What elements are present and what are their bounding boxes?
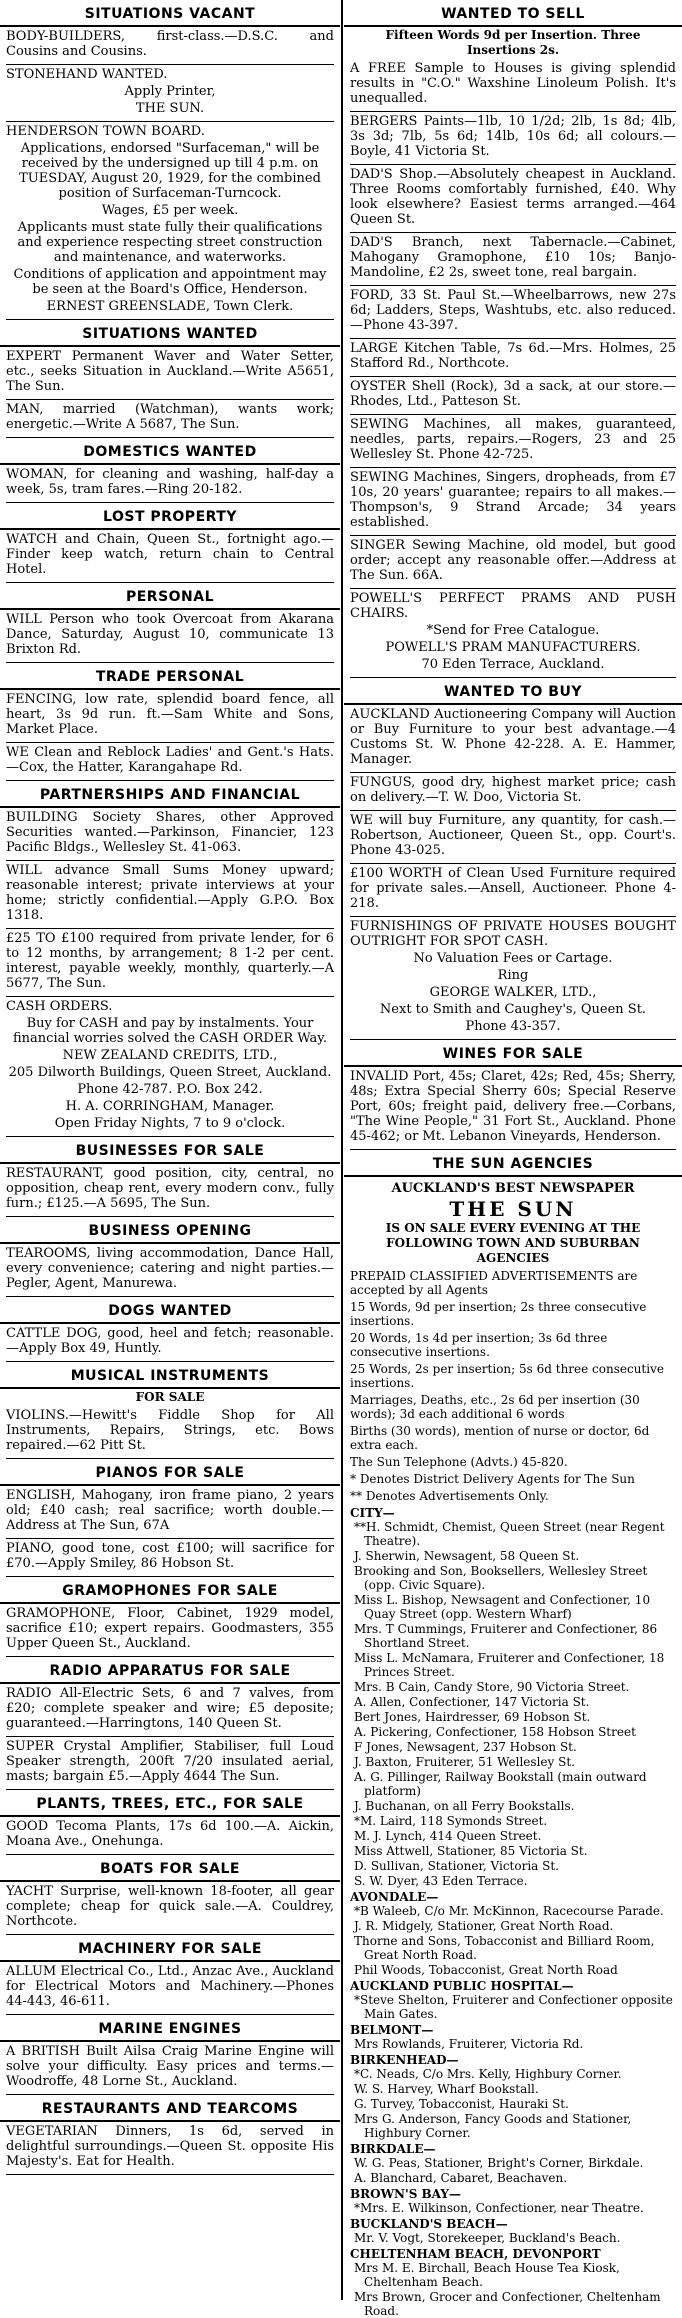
rate-line: 15 Words, 9d per insertion; 2s three consecutive insertions. [350,1300,647,1328]
ad-line: WOMAN, for cleaning and washing, half-day a week, 5s, tram fares.—Ring 20-182. [6,467,334,497]
section-heading: GRAMOPHONES FOR SALE [0,1577,340,1604]
ad-line: SEWING Machines, all makes, guaranteed, needles, parts, repairs.—Rogers, 23 and 25 Wellesley St. Phone 42-725. [350,417,676,462]
agency-entry: Phil Woods, Tobacconist, Great North Road [354,1963,618,1977]
classified-ad [350,866,676,917]
ad-line: ALLUM Electrical Co., Ltd., Anzac Ave., Auckland for Electrical Motors and Machinery.—Phones 44-443, 46-611. [6,1964,334,2009]
rate-line: Births (30 words), mention of nurse or doctor, 6d extra each. [350,1424,650,1452]
sun-agencies [344,1150,682,2318]
ad-line: Apply Printer, [124,84,216,99]
classified-ad [350,417,676,468]
rate-line: The Sun Telephone (Advts.) 45-820. [350,1455,568,1469]
classified-ad [6,532,334,583]
classified-ad [6,1739,334,1790]
ad-line: VIOLINS.—Hewitt's Fiddle Shop for All Instruments, Repairs, Strings, etc. Bows repaired.—62 Pitt St. [6,1408,334,1453]
agency-area: BIRKENHEAD— [350,2053,459,2067]
classified-ad [6,402,334,438]
agency-entry: A. Blanchard, Cabaret, Beachaven. [354,2171,568,2185]
ad-line: VEGETARIAN Dinners, 1s 6d, served in delightful surroundings.—Queen St. opposite His Majesty's. Eat for Health. [6,2124,334,2169]
agency-entry: J. Buchanan, on all Ferry Bookstalls. [354,1799,575,1813]
section-heading: MARINE ENGINES [0,2015,340,2042]
classified-ad [350,288,676,339]
section-heading: DOMESTICS WANTED [0,438,340,465]
ad-line: Conditions of application and appointment may be seen at the Board's Office, Henderson. [13,267,327,297]
ad-line: FENCING, low rate, splendid board fence, all heart, 3s 9d run. ft.—Sam White and Sons, Market Place. [6,692,334,737]
ad-line: WILL Person who took Overcoat from Akarana Dance, Saturday, August 10, communicate 13 Brixton Rd. [6,612,334,657]
ad-line: POWELL'S PRAM MANUFACTURERS. [385,640,641,655]
agency-entry: Miss L. Bishop, Newsagent and Confectioner, 10 Quay Street (opp. Western Wharf) [354,1593,651,1621]
section-heading: PARTNERSHIPS AND FINANCIAL [0,781,340,808]
agency-entry: *B Waleeb, C/o Mr. McKinnon, Racecourse Parade. [354,1904,664,1918]
ad-line: POWELL'S PERFECT PRAMS AND PUSH CHAIRS. [350,591,676,621]
ad-line: NEW ZEALAND CREDITS, LTD., [62,1048,278,1063]
ad-line: OYSTER Shell (Rock), 3d a sack, at our store.—Rhodes, Ltd., Patteson St. [350,379,676,409]
ad-line: WE will buy Furniture, any quantity, for cash.—Robertson, Auctioneer, Queen St., opp. Court's. Phone 43-025. [350,813,676,858]
agency-area: AVONDALE— [350,1890,439,1904]
ad-line: Buy for CASH and pay by instalments. Your financial worries solved the CASH ORDER Way. [13,1016,327,1046]
agency-area: BROWN'S BAY— [350,2187,461,2201]
ad-line: RESTAURANT, good position, city, central, no opposition, cheap rent, every modern conv., fully furn.; £125.—A 5695, The Sun. [6,1166,334,1211]
ad-line: GEORGE WALKER, LTD., [429,985,597,1000]
classified-ad [6,1166,334,1217]
agency-entry: J. R. Midgely, Stationer, Great North Road. [354,1919,614,1933]
ad-line: BODY-BUILDERS, first-class.—D.S.C. and Cousins and Cousins. [6,29,334,59]
section-heading: BUSINESSES FOR SALE [0,1137,340,1164]
agency-entry: A. Allen, Confectioner, 147 Victoria St. [354,1695,590,1709]
ad-line: STONEHAND WANTED. [6,67,168,82]
classified-ad [6,67,334,122]
classified-ad [350,538,676,589]
ad-line: FURNISHINGS OF PRIVATE HOUSES BOUGHT OUTRIGHT FOR SPOT CASH. [350,919,676,949]
agency-entry: Mrs G. Anderson, Fancy Goods and Stationer, Highbury Corner. [354,2112,632,2140]
ad-line: GOOD Tecoma Plants, 17s 6d 100.—A. Aickin, Moana Ave., Onehunga. [6,1819,334,1849]
classified-ad [350,167,676,233]
ad-line: EXPERT Permanent Waver and Water Setter, etc., seeks Situation in Auckland.—Write A5651, The Sun. [6,349,334,394]
classified-ad [6,124,334,320]
agency-entry: Mrs. B Cain, Candy Store, 90 Victoria Street. [354,1680,630,1694]
sun-logo: THE SUN [449,1197,577,1221]
section-heading: PLANTS, TREES, ETC., FOR SALE [0,1790,340,1817]
section-subheading: FOR SALE [135,1390,205,1404]
agency-entry: Miss L. McNamara, Fruiterer and Confectioner, 18 Princes Street. [354,1651,665,1679]
classified-ad [6,1541,334,1577]
classified-ad [6,1819,334,1855]
agencies-tagline: AUCKLAND'S BEST NEWSPAPER [391,1181,635,1196]
ad-line: SUPER Crystal Amplifier, Stabiliser, full Loud Speaker strength, 200ft 7/20 insulated aerial, masts; bargain £5.—Apply 4644 The Sun. [6,1739,334,1784]
ad-line: H. A. CORRINGHAM, Manager. [65,1099,275,1114]
ad-line: Applications, endorsed "Surfaceman," will be received by the undersigned up till 4 p.m. on TUESDAY, August 20, 1929, for the combined position of Surfaceman-Turncock. [19,141,321,201]
section-heading: SITUATIONS VACANT [0,0,340,27]
agency-entry: W. S. Harvey, Wharf Bookstall. [354,2082,539,2096]
left-column [0,0,340,2300]
section-heading: MACHINERY FOR SALE [0,1935,340,1962]
ad-line: DAD'S Shop.—Absolutely cheapest in Auckland. Three Rooms comfortably furnished, £40. Why look elsewhere? Easiest terms arranged.—464 Queen St. [350,167,676,227]
classified-ad [6,692,334,743]
classified-ad [6,612,334,663]
agency-entry: *C. Neads, C/o Mrs. Kelly, Highbury Corner. [354,2067,622,2081]
classified-ad [350,114,676,165]
section-heading: TRADE PERSONAL [0,663,340,690]
agency-entry: J. Sherwin, Newsagent, 58 Queen St. [354,1549,580,1563]
ad-line: £25 TO £100 required from private lender, for 6 to 12 months, by arrangement; 8 1-2 per cent. interest, payable weekly, monthly, quarterly.—A 5677, The Sun. [6,931,334,991]
agency-entry: Thorne and Sons, Tobacconist and Billiard Room, Great North Road. [354,1934,655,1962]
agency-area: BIRKDALE— [350,2142,436,2156]
section-heading: MUSICAL INSTRUMENTS [0,1362,340,1389]
classified-ad [6,1246,334,1297]
agency-area: CHELTENHAM BEACH, DEVONPORT [350,2247,601,2261]
ad-line: Ring [497,968,529,983]
classified-ad [6,810,334,861]
ad-line: FORD, 33 St. Paul St.—Wheelbarrows, new 27s 6d; Ladders, Steps, Washtubs, etc. also reduced.—Phone 43-397. [350,288,676,333]
classified-ad [350,919,676,1040]
agencies-areas [350,1506,676,2318]
agency-area: BUCKLAND'S BEACH— [350,2217,508,2231]
classified-ad [350,1069,676,1150]
agency-area: CITY— [350,1506,395,1520]
ad-line: Phone 42-787. P.O. Box 242. [77,1082,263,1097]
section-heading: PERSONAL [0,583,340,610]
right-sections [344,0,682,1150]
agencies-rates [350,1269,676,1503]
agency-entry: D. Sullivan, Stationer, Victoria St. [354,1859,559,1873]
ad-line: CATTLE DOG, good, heel and fetch; reasonable.—Apply Box 49, Huntly. [6,1326,334,1356]
rate-line: Marriages, Deaths, etc., 2s 6d per insertion (30 words); 3d each additional 6 words [350,1393,640,1421]
ad-line: Next to Smith and Caughey's, Queen St. [379,1002,647,1017]
classified-ad [6,1408,334,1459]
rate-line: PREPAID CLASSIFIED ADVERTISEMENTS are accepted by all Agents [350,1269,638,1297]
classified-ad [6,1326,334,1362]
agencies-heading: THE SUN AGENCIES [344,1150,682,1177]
agency-entry: **H. Schmidt, Chemist, Queen Street (near Regent Theatre). [354,1520,665,1548]
agency-entry: W. G. Peas, Stationer, Bright's Corner, Birkdale. [354,2156,644,2170]
classified-ad [6,1884,334,1935]
ad-line: THE SUN. [135,101,205,116]
ad-line: HENDERSON TOWN BOARD. [6,124,205,139]
agency-entry: *M. Laird, 118 Symonds Street. [354,1814,548,1828]
ad-line: DAD'S Branch, next Tabernacle.—Cabinet, Mahogany Gramophone, £10 10s; Banjo-Mandoline, £2 2s, sweet tone, real bargain. [350,235,676,280]
ad-line: No Valuation Fees or Cartage. [413,951,613,966]
classified-ad [6,863,334,929]
agency-entry: *Mrs. E. Wilkinson, Confectioner, near Theatre. [354,2201,644,2215]
agency-entry: Mrs M. E. Birchall, Beach House Tea Kiosk, Cheltenham Beach. [354,2261,620,2289]
ad-line: YACHT Surprise, well-known 18-footer, all gear complete; cheap for quick sale.—A. Couldrey, Northcote. [6,1884,334,1929]
classified-ad [350,775,676,811]
classified-ad [6,2124,334,2175]
ad-line: Open Friday Nights, 7 to 9 o'clock. [54,1116,286,1131]
section-heading: WINES FOR SALE [344,1040,682,1067]
ad-line: LARGE Kitchen Table, 7s 6d.—Mrs. Holmes, 25 Stafford Rd., Northcote. [350,341,676,371]
agency-entry: A. Pickering, Confectioner, 158 Hobson Street [354,1725,636,1739]
ad-line: Wages, £5 per week. [101,203,239,218]
agency-entry: Bert Jones, Hairdresser, 69 Hobson St. [354,1710,591,1724]
classified-ad [6,931,334,997]
classified-ad [350,813,676,864]
ad-line: SEWING Machines, Singers, dropheads, from £7 10s, 20 years' guarantee; repairs to all makes.—Thompson's, 9 Strand Arcade; 34 years established. [350,470,676,530]
ad-line: *Send for Free Catalogue. [426,623,600,638]
classified-ad [350,61,676,112]
ad-line: WATCH and Chain, Queen St., fortnight ago.—Finder keep watch, return chain to Central Hotel. [6,532,334,577]
right-column [344,0,682,2318]
ad-line: TEAROOMS, living accommodation, Dance Hall, every convenience; catering and night parties.—Pegler, Agent, Manurewa. [6,1246,334,1291]
agency-entry: Mrs Rowlands, Fruiterer, Victoria Rd. [354,2037,584,2051]
ad-line: GRAMOPHONE, Floor, Cabinet, 1929 model, sacrifice £10; expert repairs. Goodmasters, 355 Upper Queen St., Auckland. [6,1606,334,1651]
section-heading: DOGS WANTED [0,1297,340,1324]
ad-line: PIANO, good tone, cost £100; will sacrifice for £70.—Apply Smiley, 86 Hobson St. [6,1541,334,1571]
section-heading: BUSINESS OPENING [0,1217,340,1244]
section-heading: WANTED TO BUY [344,678,682,705]
section-subheading: Fifteen Words 9d per Insertion. Three Insertions 2s. [385,28,641,57]
column-rule [341,0,343,2300]
agency-entry: S. W. Dyer, 43 Eden Terrace. [354,1874,528,1888]
section-heading: LOST PROPERTY [0,503,340,530]
rate-line: 20 Words, 1s 4d per insertion; 3s 6d three consecutive insertions. [350,1331,608,1359]
rate-line: * Denotes District Delivery Agents for The Sun [350,1472,635,1486]
classified-ad [6,349,334,400]
section-heading: SITUATIONS WANTED [0,320,340,347]
classified-ad [6,1606,334,1657]
ad-line: Phone 43-357. [465,1019,561,1034]
section-heading: PIANOS FOR SALE [0,1459,340,1486]
agencies-intro: IS ON SALE EVERY EVENING AT THE FOLLOWING TOWN AND SUBURBAN AGENCIES [385,1221,641,1265]
agency-area: AUCKLAND PUBLIC HOSPITAL— [350,1979,574,1993]
classified-ad [350,341,676,377]
rate-line: ** Denotes Advertisements Only. [350,1489,549,1503]
ad-line: RADIO All-Electric Sets, 6 and 7 valves, from £20; complete speaker and wire; £5 deposite; guaranteed.—Harringtons, 140 Queen St. [6,1686,334,1731]
agency-entry: M. J. Lynch, 414 Queen Street. [354,1829,542,1843]
rate-line: 25 Words, 2s per insertion; 5s 6d three consecutive insertions. [350,1362,664,1390]
ad-line: FUNGUS, good dry, highest market price; cash on delivery.—T. W. Doo, Victoria St. [350,775,676,805]
agency-entry: Mrs Brown, Grocer and Confectioner, Cheltenham Road. [354,2290,661,2318]
agency-entry: F Jones, Newsagent, 237 Hobson St. [354,1740,577,1754]
agency-entry: J. Baxton, Fruiterer, 51 Wellesley St. [354,1755,575,1769]
agency-entry: *Steve Shelton, Fruiterer and Confectioner opposite Main Gates. [354,1993,673,2021]
agency-entry: Brooking and Son, Booksellers, Wellesley Street (opp. Civic Square). [354,1564,648,1592]
classified-ad [6,1488,334,1539]
ad-line: SINGER Sewing Machine, old model, but good order; accept any reasonable offer.—Address at The Sun. 66A. [350,538,676,583]
classified-ad [350,379,676,415]
classified-ad [6,29,334,65]
section-heading: BOATS FOR SALE [0,1855,340,1882]
ad-line: BUILDING Society Shares, other Approved Securities wanted.—Parkinson, Financier, 123 Pacific Bldgs., Wellesley St. 41-063. [6,810,334,855]
ad-line: Applicants must state fully their qualifications and experience respecting street construction and maintenance, and waterworks. [17,220,323,265]
classified-ad [6,1964,334,2015]
ad-line: 70 Eden Terrace, Auckland. [421,657,605,672]
agency-entry: G. Turvey, Tobacconist, Hauraki St. [354,2097,569,2111]
agency-entry: Mr. V. Vogt, Storekeeper, Buckland's Beach. [354,2231,621,2245]
ad-line: 205 Dilworth Buildings, Queen Street, Auckland. [8,1065,332,1080]
ad-line: £100 WORTH of Clean Used Furniture required for private sales.—Ansell, Auctioneer. Phone 4-218. [350,866,676,911]
classified-ad [350,591,676,678]
ad-line: CASH ORDERS. [6,999,113,1014]
classified-ad [6,467,334,503]
section-heading: RADIO APPARATUS FOR SALE [0,1657,340,1684]
ad-line: A FREE Sample to Houses is giving splendid results in "C.O." Waxshine Linoleum Polish. It's unequalled. [350,61,676,106]
classified-ad [6,999,334,1137]
ad-line: INVALID Port, 45s; Claret, 42s; Red, 45s; Sherry, 48s; Extra Special Sherry 60s; Special Reserve Port, 60s; freight paid, delivery free.—Corbans, "The Wine People," 31 Fort St., Auckland. Phone 45-462; or Mt. Lebanon Vineyards, Henderson. [350,1069,676,1144]
ad-line: WILL advance Small Sums Money upward; reasonable interest; private interviews at your home; strictly confidential.—Apply G.P.O. Box 1318. [6,863,334,923]
classified-ad [350,470,676,536]
classified-ad [6,745,334,781]
classified-ad [350,235,676,286]
ad-line: WE Clean and Reblock Ladies' and Gent.'s Hats.—Cox, the Hatter, Karangahape Rd. [6,745,334,775]
ad-line: BERGERS Paints—1lb, 10 1/2d; 2lb, 1s 8d; 4lb, 3s 3d; 7lb, 5s 6d; 14lb, 10s 6d; all colours.—Boyle, 41 Victoria St. [350,114,676,159]
classified-ad [6,1686,334,1737]
ad-line: ENGLISH, Mahogany, iron frame piano, 2 years old; £40 cash; real sacrifice; worth double.—Address at The Sun, 67A [6,1488,334,1533]
agency-entry: A. G. Pillinger, Railway Bookstall (main outward platform) [354,1770,647,1798]
section-heading: WANTED TO SELL [344,0,682,27]
classified-ad [6,2044,334,2095]
agency-area: BELMONT— [350,2023,434,2037]
agency-entry: Miss Attwell, Stationer, 85 Victoria St. [354,1844,588,1858]
ad-line: A BRITISH Built Ailsa Craig Marine Engine will solve your difficulty. Easy prices and terms.—Woodroffe, 48 Lorne St., Auckland. [6,2044,334,2089]
ad-line: MAN, married (Watchman), wants work; energetic.—Write A 5687, The Sun. [6,402,334,432]
ad-line: AUCKLAND Auctioneering Company will Auction or Buy Furniture to your best advantage.—4 Customs St. W. Phone 42-228. A. E. Hammer, Manager. [350,707,676,767]
agency-entry: Mrs. T Cummings, Fruiterer and Confectioner, 86 Shortland Street. [354,1622,658,1650]
ad-line: ERNEST GREENSLADE, Town Clerk. [46,299,294,314]
classified-ad [350,707,676,773]
section-heading: RESTAURANTS AND TEARCOMS [0,2095,340,2122]
